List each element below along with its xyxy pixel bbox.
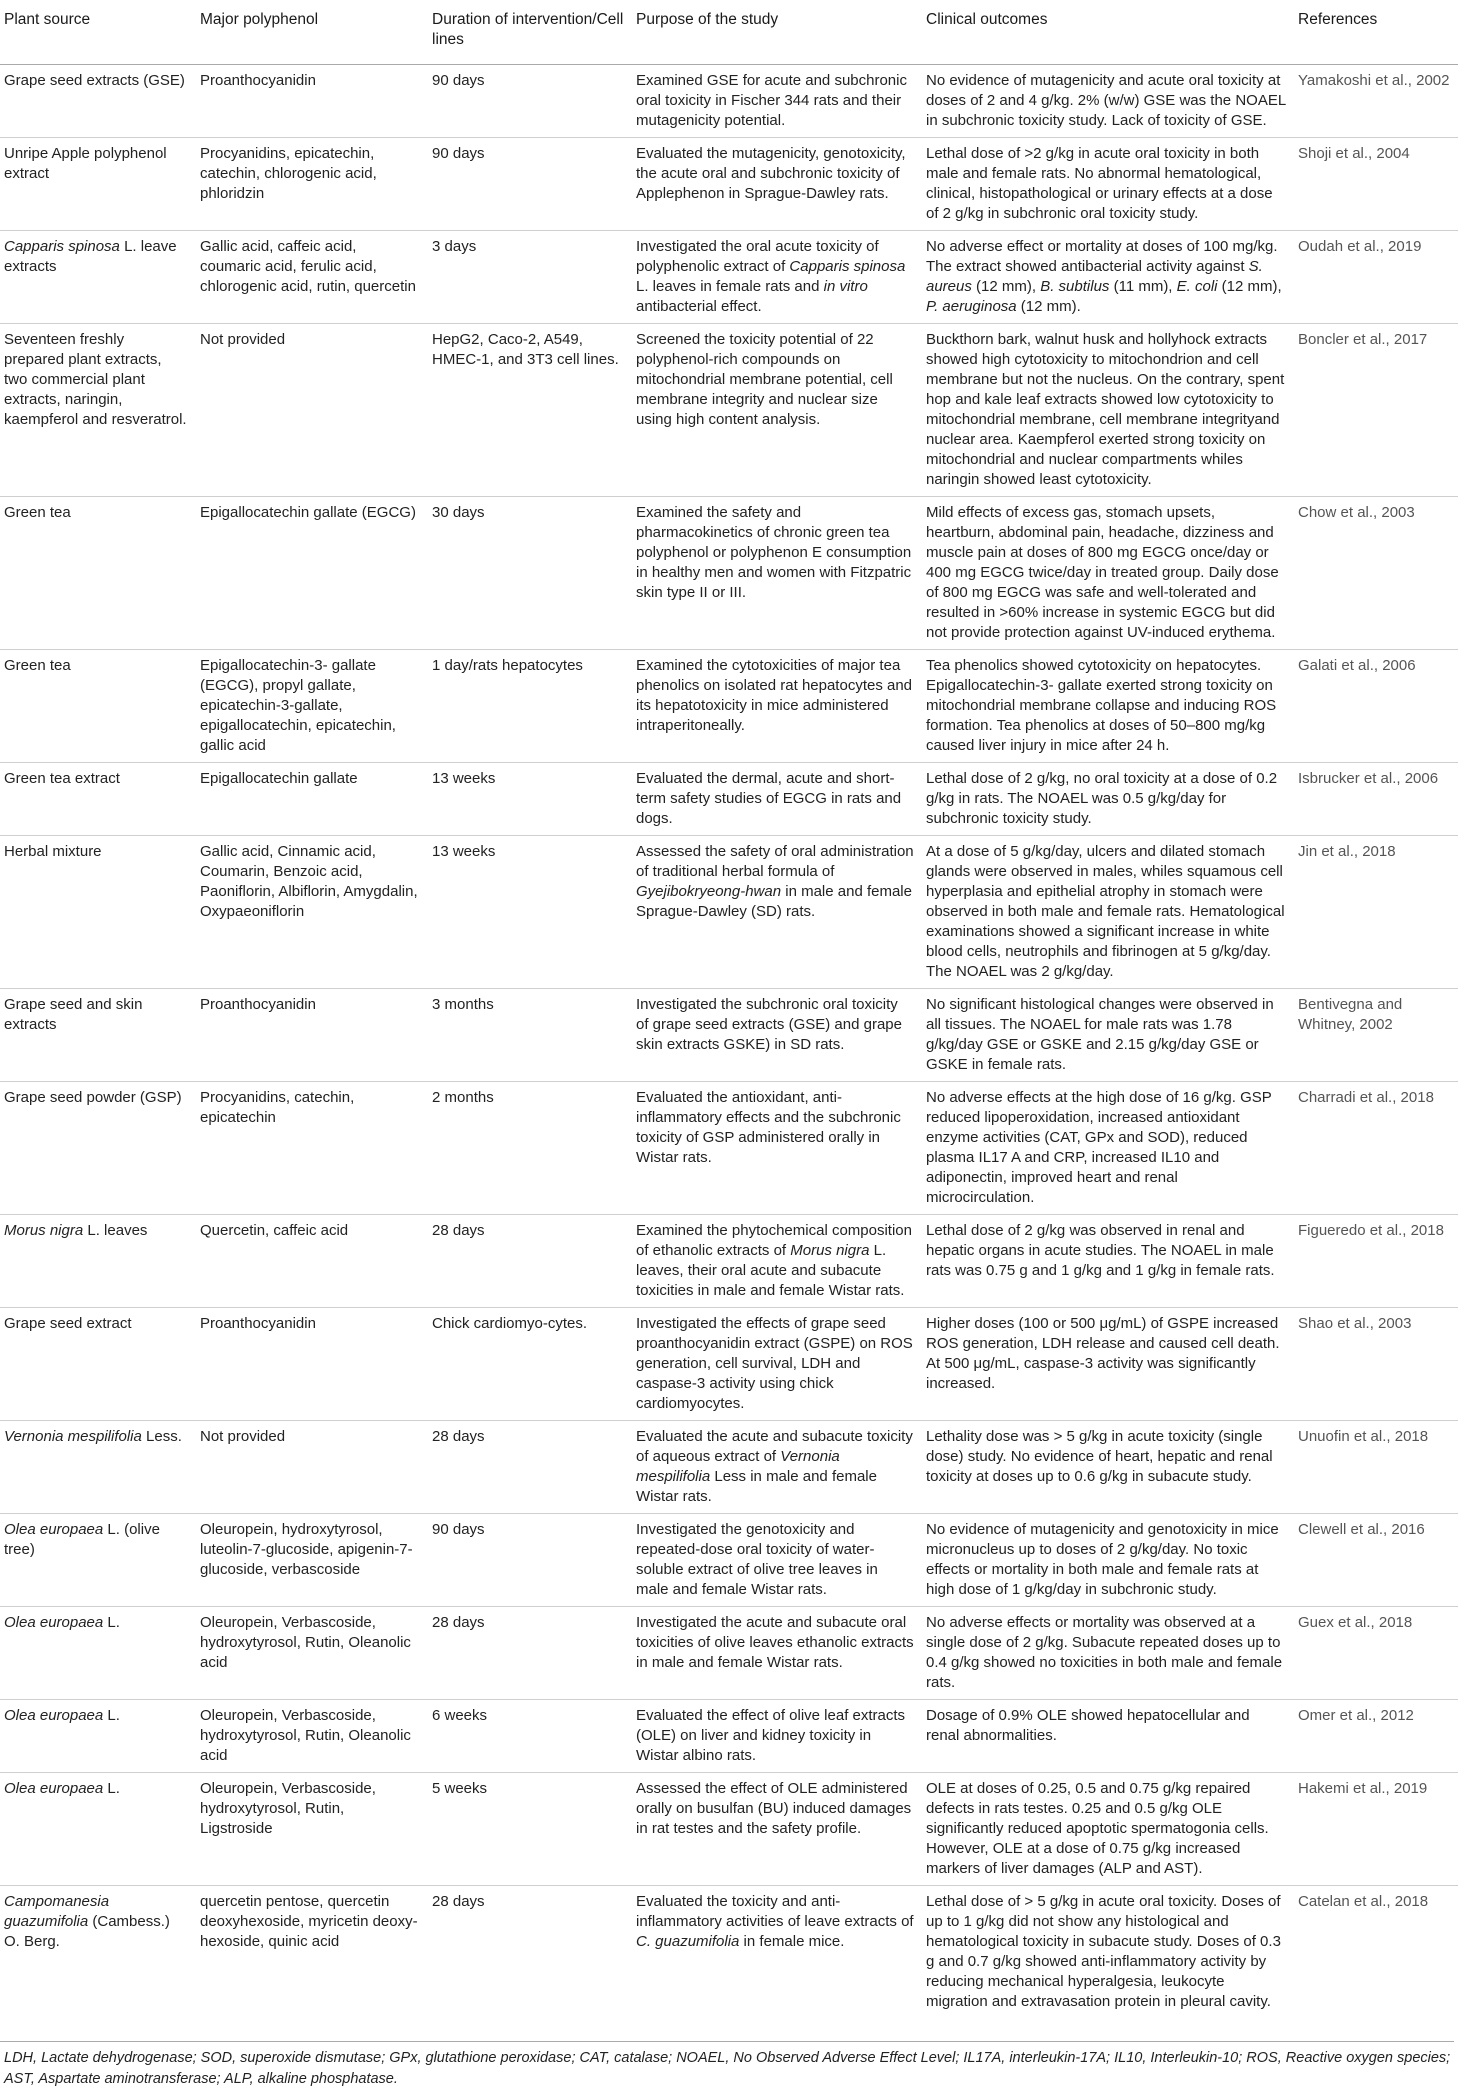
- plant-source-cell: Grape seed extracts (GSE): [4, 72, 185, 89]
- header-clinical-outcomes: Clinical outcomes: [922, 0, 1294, 65]
- header-purpose: Purpose of the study: [632, 0, 922, 65]
- purpose-cell: Assessed the effect of OLE administered orally on busulfan (BU) induced damages in rat testes and the safety profile.: [632, 1773, 922, 1886]
- clinical-outcome-cell: No evidence of mutagenicity and genotoxicity in mice micronucleus up to doses of 2 g/kg/day. No toxic effects or mortality in both male and female rats at high dose of 1 g/kg/day in subchronic study.: [922, 1514, 1294, 1607]
- purpose-cell: Investigated the genotoxicity and repeated-dose oral toxicity of water-soluble extract of olive tree leaves in male and female Wistar rats.: [632, 1514, 922, 1607]
- clinical-outcome-cell: Tea phenolics showed cytotoxicity on hepatocytes. Epigallocatechin-3- gallate exerted strong toxicity on mitochondrial membrane collapse and inducing ROS formation. Tea phenolics at doses of 50–800 mg/kg caused liver injury in mice after 24 h.: [922, 650, 1294, 763]
- reference-cell: Boncler et al., 2017: [1294, 324, 1458, 497]
- clinical-outcome-cell: Lethal dose of > 5 g/kg in acute oral toxicity. Doses of up to 1 g/kg did not show any histological and hematological toxicity in subacute study. Doses of 0.3 g and 0.7 g/kg showed anti-inflammatory activity by reducing mechanical hyperalgesia, leukocyte migration and extravasation protein in pleural cavity.: [922, 1886, 1294, 2019]
- plant-source-cell: Olea europaea L. (olive tree): [0, 1514, 196, 1607]
- reference-cell: Shoji et al., 2004: [1294, 138, 1458, 231]
- duration-cell: HepG2, Caco-2, A549, HMEC-1, and 3T3 cell lines.: [428, 324, 632, 497]
- reference-cell: Charradi et al., 2018: [1294, 1082, 1458, 1215]
- table-row: [0, 65, 1458, 138]
- major-polyphenol-cell: Oleuropein, hydroxytyrosol, luteolin-7-glucoside, apigenin-7-glucoside, verbascoside: [196, 1514, 428, 1607]
- table-row: [0, 763, 1458, 836]
- purpose-cell: Evaluated the dermal, acute and short-term safety studies of EGCG in rats and dogs.: [632, 763, 922, 836]
- table-row: [0, 1773, 1458, 1886]
- table-footnote: LDH, Lactate dehydrogenase; SOD, superoxide dismutase; GPx, glutathione peroxidase; CAT, catalase; NOAEL, No Observed Adverse Effect Level; IL17A, interleukin-17A; IL10, Interleukin-10; ROS, Reactive oxygen species; AST, Aspartate aminotransferase; ALP, alkaline phosphatase.: [0, 2041, 1454, 2090]
- clinical-outcome-cell: No adverse effects at the high dose of 16 g/kg. GSP reduced lipoperoxidation, increased antioxidant enzyme activities (CAT, GPx and SOD), reduced plasma IL17 A and CRP, increased IL10 and adiponectin, improved heart and renal microcirculation.: [922, 1082, 1294, 1215]
- reference-cell: Yamakoshi et al., 2002: [1298, 72, 1450, 89]
- plant-source-cell: Morus nigra L. leaves: [0, 1215, 196, 1308]
- plant-source-cell: Unripe Apple polyphenol extract: [0, 138, 196, 231]
- clinical-outcome-cell: Buckthorn bark, walnut husk and hollyhock extracts showed high cytotoxicity to mitochondrion and cell membrane but not the nucleus. On the contrary, spent hop and kale leaf extracts showed low cytotoxicity to mitochondrial membrane, cell membrane integrityand nuclear area. Kaempferol exerted strong toxicity on mitochondrial and nuclear compartments whiles naringin showed least cytotoxicity.: [922, 324, 1294, 497]
- reference-cell: Catelan et al., 2018: [1294, 1886, 1458, 2019]
- major-polyphenol-cell: Procyanidins, epicatechin, catechin, chlorogenic acid, phloridzin: [196, 138, 428, 231]
- table-row: [0, 1308, 1458, 1421]
- duration-cell: 90 days: [432, 72, 485, 89]
- major-polyphenol-cell: Gallic acid, Cinnamic acid, Coumarin, Benzoic acid, Paoniflorin, Albiflorin, Amygdalin, Oxypaeoniflorin: [196, 836, 428, 989]
- major-polyphenol-cell: Epigallocatechin gallate: [196, 763, 428, 836]
- purpose-cell: Investigated the oral acute toxicity of polyphenolic extract of Capparis spinosa L. leaves in female rats and in vitro antibacterial effect.: [632, 231, 922, 324]
- table-row: [0, 836, 1458, 989]
- clinical-outcome-cell: OLE at doses of 0.25, 0.5 and 0.75 g/kg repaired defects in rats testes. 0.25 and 0.5 g/kg OLE significantly reduced apoptotic spermatogonia cells. However, OLE at a dose of 0.75 g/kg increased markers of liver damages (ALP and AST).: [922, 1773, 1294, 1886]
- duration-cell: 90 days: [428, 138, 632, 231]
- plant-source-cell: Olea europaea L.: [0, 1700, 196, 1773]
- major-polyphenol-cell: Proanthocyanidin: [200, 72, 316, 89]
- major-polyphenol-cell: Proanthocyanidin: [196, 1308, 428, 1421]
- table-row: [0, 650, 1458, 763]
- table-row: [0, 324, 1458, 497]
- clinical-outcome-cell: No significant histological changes were observed in all tissues. The NOAEL for male rats was 1.78 g/kg/day GSE or GSKE and 2.15 g/kg/day GSE or GSKE in female rats.: [922, 989, 1294, 1082]
- duration-cell: 3 days: [428, 231, 632, 324]
- reference-cell: Galati et al., 2006: [1294, 650, 1458, 763]
- duration-cell: 30 days: [428, 497, 632, 650]
- plant-source-cell: Olea europaea L.: [0, 1607, 196, 1700]
- table-row: [0, 138, 1458, 231]
- major-polyphenol-cell: Oleuropein, Verbascoside, hydroxytyrosol, Rutin, Oleanolic acid: [196, 1607, 428, 1700]
- reference-cell: Guex et al., 2018: [1294, 1607, 1458, 1700]
- duration-cell: 6 weeks: [428, 1700, 632, 1773]
- duration-cell: 13 weeks: [428, 763, 632, 836]
- purpose-cell: Evaluated the toxicity and anti-inflammatory activities of leave extracts of C. guazumifolia in female mice.: [632, 1886, 922, 2019]
- plant-source-cell: Herbal mixture: [0, 836, 196, 989]
- major-polyphenol-cell: Procyanidins, catechin, epicatechin: [196, 1082, 428, 1215]
- clinical-outcome-cell: At a dose of 5 g/kg/day, ulcers and dilated stomach glands were observed in males, whiles squamous cell hyperplasia and epithelial atrophy in stomach were observed in both male and female rats. Hematological examinations showed a significant increase in white blood cells, neutrophils and fibrinogen at 5 g/kg/day. The NOAEL was 2 g/kg/day.: [922, 836, 1294, 989]
- clinical-outcome-cell: No adverse effects or mortality was observed at a single dose of 2 g/kg. Subacute repeated doses up to 0.4 g/kg showed no toxicities in both male and female rats.: [922, 1607, 1294, 1700]
- plant-source-cell: Green tea: [0, 497, 196, 650]
- clinical-outcome-cell: Higher doses (100 or 500 μg/mL) of GSPE increased ROS generation, LDH release and caused cell death. At 500 μg/mL, caspase-3 activity was significantly increased.: [922, 1308, 1294, 1421]
- plant-source-cell: Vernonia mespilifolia Less.: [0, 1421, 196, 1514]
- reference-cell: Omer et al., 2012: [1294, 1700, 1458, 1773]
- duration-cell: 90 days: [428, 1514, 632, 1607]
- purpose-cell: Evaluated the effect of olive leaf extracts (OLE) on liver and kidney toxicity in Wistar albino rats.: [632, 1700, 922, 1773]
- purpose-cell: Examined the cytotoxicities of major tea phenolics on isolated rat hepatocytes and its hepatotoxicity in mice administered intraperitoneally.: [632, 650, 922, 763]
- plant-source-cell: Grape seed and skin extracts: [0, 989, 196, 1082]
- reference-cell: Chow et al., 2003: [1294, 497, 1458, 650]
- plant-source-cell: Green tea: [0, 650, 196, 763]
- plant-source-cell: Seventeen freshly prepared plant extracts, two commercial plant extracts, naringin, kaempferol and resveratrol.: [0, 324, 196, 497]
- reference-cell: Clewell et al., 2016: [1294, 1514, 1458, 1607]
- duration-cell: 2 months: [428, 1082, 632, 1215]
- duration-cell: 28 days: [428, 1421, 632, 1514]
- plant-source-cell: Grape seed extract: [0, 1308, 196, 1421]
- header-plant-source: Plant source: [0, 0, 196, 65]
- purpose-cell: Investigated the subchronic oral toxicity of grape seed extracts (GSE) and grape skin extracts GSKE) in SD rats.: [632, 989, 922, 1082]
- table-row: [0, 1886, 1458, 2019]
- clinical-outcome-cell: No evidence of mutagenicity and acute oral toxicity at doses of 2 and 4 g/kg. 2% (w/w) GSE was the NOAEL in subchronic toxicity study. Lack of toxicity of GSE.: [926, 72, 1286, 129]
- duration-cell: 28 days: [428, 1215, 632, 1308]
- table-row: [0, 231, 1458, 324]
- header-references: References: [1294, 0, 1458, 65]
- reference-cell: Figueredo et al., 2018: [1294, 1215, 1458, 1308]
- clinical-outcome-cell: Lethal dose of 2 g/kg, no oral toxicity at a dose of 0.2 g/kg in rats. The NOAEL was 0.5 g/kg/day for subchronic toxicity study.: [922, 763, 1294, 836]
- purpose-cell: Evaluated the antioxidant, anti-inflammatory effects and the subchronic toxicity of GSP administered orally in Wistar rats.: [632, 1082, 922, 1215]
- duration-cell: Chick cardiomyo-cytes.: [428, 1308, 632, 1421]
- clinical-outcome-cell: No adverse effect or mortality at doses of 100 mg/kg. The extract showed antibacterial activity against S. aureus (12 mm), B. subtilus (11 mm), E. coli (12 mm), P. aeruginosa (12 mm).: [922, 231, 1294, 324]
- clinical-outcome-cell: Lethal dose of 2 g/kg was observed in renal and hepatic organs in acute studies. The NOAEL in male rats was 0.75 g and 1 g/kg and 1 g/kg in female rats.: [922, 1215, 1294, 1308]
- header-duration: Duration of intervention/Cell lines: [428, 0, 632, 65]
- purpose-cell: Evaluated the mutagenicity, genotoxicity, the acute oral and subchronic toxicity of Applephenon in Sprague-Dawley rats.: [632, 138, 922, 231]
- major-polyphenol-cell: Oleuropein, Verbascoside, hydroxytyrosol, Rutin, Ligstroside: [196, 1773, 428, 1886]
- clinical-outcome-cell: Mild effects of excess gas, stomach upsets, heartburn, abdominal pain, headache, dizziness and muscle pain at doses of 800 mg EGCG once/day or 400 mg EGCG twice/day in treated group. Daily dose of 800 mg EGCG was safe and well-tolerated and resulted in >60% increase in systemic EGCG but did not provide protection against UV-induced erythema.: [922, 497, 1294, 650]
- table-row: [0, 1215, 1458, 1308]
- plant-source-cell: Olea europaea L.: [0, 1773, 196, 1886]
- plant-source-cell: Capparis spinosa L. leave extracts: [0, 231, 196, 324]
- major-polyphenol-cell: Epigallocatechin gallate (EGCG): [196, 497, 428, 650]
- purpose-cell: Screened the toxicity potential of 22 polyphenol-rich compounds on mitochondrial membrane potential, cell membrane integrity and nuclear size using high content analysis.: [632, 324, 922, 497]
- major-polyphenol-cell: Not provided: [196, 1421, 428, 1514]
- table-row: [0, 1700, 1458, 1773]
- major-polyphenol-cell: Proanthocyanidin: [196, 989, 428, 1082]
- duration-cell: 1 day/rats hepatocytes: [428, 650, 632, 763]
- clinical-outcome-cell: Dosage of 0.9% OLE showed hepatocellular and renal abnormalities.: [922, 1700, 1294, 1773]
- table-row: [0, 497, 1458, 650]
- duration-cell: 13 weeks: [428, 836, 632, 989]
- duration-cell: 28 days: [428, 1607, 632, 1700]
- table-row: [0, 1082, 1458, 1215]
- purpose-cell: Assessed the safety of oral administration of traditional herbal formula of Gyejibokryeong-hwan in male and female Sprague-Dawley (SD) rats.: [632, 836, 922, 989]
- reference-cell: Shao et al., 2003: [1294, 1308, 1458, 1421]
- duration-cell: 3 months: [428, 989, 632, 1082]
- purpose-cell: Examined the safety and pharmacokinetics of chronic green tea polyphenol or polyphenon E consumption in healthy men and women with Fitzpatric skin type II or III.: [632, 497, 922, 650]
- plant-source-cell: Campomanesia guazumifolia (Cambess.) O. Berg.: [0, 1886, 196, 2019]
- reference-cell: Isbrucker et al., 2006: [1294, 763, 1458, 836]
- major-polyphenol-cell: Epigallocatechin-3- gallate (EGCG), propyl gallate, epicatechin-3-gallate, epigallocatechin, epicatechin, gallic acid: [196, 650, 428, 763]
- clinical-outcome-cell: Lethality dose was > 5 g/kg in acute toxicity (single dose) study. No evidence of heart, hepatic and renal toxicity at doses up to 0.6 g/kg in subacute study.: [922, 1421, 1294, 1514]
- purpose-cell: Investigated the acute and subacute oral toxicities of olive leaves ethanolic extracts in male and female Wistar rats.: [632, 1607, 922, 1700]
- purpose-cell: Examined GSE for acute and subchronic oral toxicity in Fischer 344 rats and their mutagenicity potential.: [636, 72, 907, 129]
- clinical-outcome-cell: Lethal dose of >2 g/kg in acute oral toxicity in both male and female rats. No abnormal hematological, clinical, histopathological or urinary effects at a dose of 2 g/kg in subchronic oral toxicity study.: [922, 138, 1294, 231]
- table-body: [0, 65, 1458, 2019]
- reference-cell: Bentivegna and Whitney, 2002: [1294, 989, 1458, 1082]
- major-polyphenol-cell: Oleuropein, Verbascoside, hydroxytyrosol, Rutin, Oleanolic acid: [196, 1700, 428, 1773]
- table-row: [0, 1514, 1458, 1607]
- table-row: [0, 1421, 1458, 1514]
- reference-cell: Unuofin et al., 2018: [1294, 1421, 1458, 1514]
- duration-cell: 5 weeks: [428, 1773, 632, 1886]
- purpose-cell: Examined the phytochemical composition of ethanolic extracts of Morus nigra L. leaves, their oral acute and subacute toxicities in male and female Wistar rats.: [632, 1215, 922, 1308]
- major-polyphenol-cell: Gallic acid, caffeic acid, coumaric acid, ferulic acid, chlorogenic acid, rutin, quercetin: [196, 231, 428, 324]
- reference-cell: Jin et al., 2018: [1294, 836, 1458, 989]
- table-row: [0, 989, 1458, 1082]
- plant-source-cell: Green tea extract: [0, 763, 196, 836]
- table-header: [0, 0, 1458, 65]
- purpose-cell: Evaluated the acute and subacute toxicity of aqueous extract of Vernonia mespilifolia Less in male and female Wistar rats.: [632, 1421, 922, 1514]
- major-polyphenol-cell: quercetin pentose, quercetin deoxyhexoside, myricetin deoxy-hexoside, quinic acid: [196, 1886, 428, 2019]
- duration-cell: 28 days: [428, 1886, 632, 2019]
- reference-cell: Oudah et al., 2019: [1294, 231, 1458, 324]
- plant-source-cell: Grape seed powder (GSP): [0, 1082, 196, 1215]
- major-polyphenol-cell: Quercetin, caffeic acid: [196, 1215, 428, 1308]
- header-major-polyphenol: Major polyphenol: [196, 0, 428, 65]
- major-polyphenol-cell: Not provided: [196, 324, 428, 497]
- table-row: [0, 1607, 1458, 1700]
- reference-cell: Hakemi et al., 2019: [1294, 1773, 1458, 1886]
- purpose-cell: Investigated the effects of grape seed proanthocyanidin extract (GSPE) on ROS generation, cell survival, LDH and caspase-3 activity using chick cardiomyocytes.: [632, 1308, 922, 1421]
